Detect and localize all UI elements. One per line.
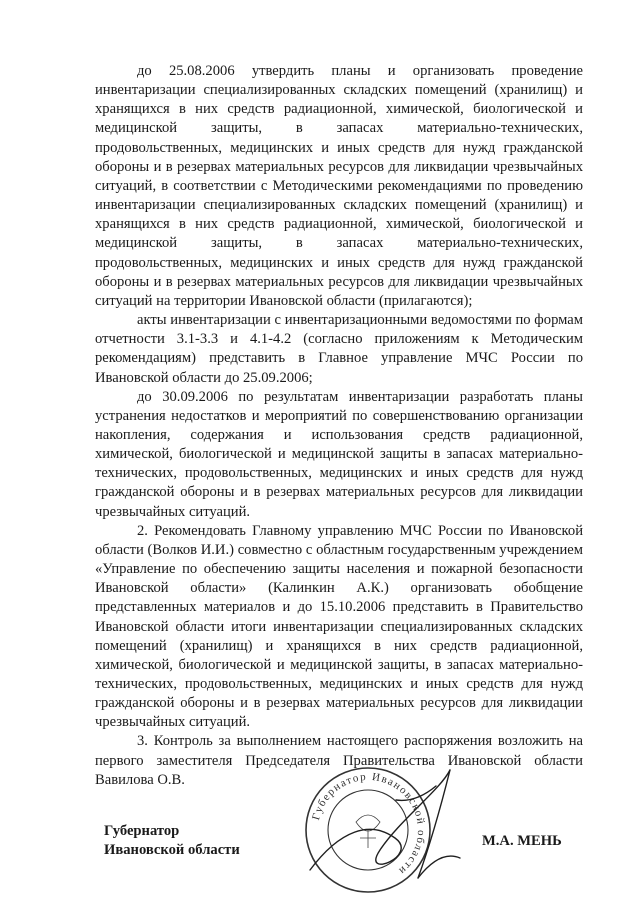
signer-name: М.А. МЕНЬ: [482, 833, 562, 849]
paragraph-inventory-plans: до 25.08.2006 утвердить планы и организовать проведение инвентаризации специализированных складских помещений (хранилищ) и хранящихся в них средств радиационной, химической, биологической и медицинской защиты, в запасах материально-технических, продовольственных, медицинских и иных средств для нужд гражданской обороны и в резервах материальных ресурсов для ликвидации чрезвычайных ситуаций, в соответствии с Методическими рекомендациями по проведению инвентаризации специализированных складских помещений (хранилищ) и хранящихся в них средств радиационной, химической, биологической и медицинской защиты, в запасах материально-технических, продовольственных, медицинских и иных средств для нужд гражданской обороны и в резервах материальных ресурсов для ликвидации чрезвычайных ситуаций на территории Ивановской области (прилагаются);: [95, 63, 583, 309]
paragraph-item-2: 2. Рекомендовать Главному управлению МЧС России по Ивановской области (Волков И.И.) совместно с областным государственным учреждением «Управление по обеспечению защиты населения и пожарной безопасности Ивановской области» (Калинкин А.К.) организовать обобщение представленных материалов и до 15.10.2006 представить в Правительство Ивановской области итоги инвентаризации специализированных складских помещений (хранилищ) и хранящихся в них средств радиационной, химической, биологической и медицинской защиты, в запасах материально-технических, продовольственных, медицинских и иных средств для нужд гражданской обороны и в резервах материальных ресурсов для ликвидации чрезвычайных ситуаций.: [95, 522, 583, 731]
svg-text:Губернатор Ивановской области: Губернатор Ивановской области: [310, 770, 428, 878]
paragraph-improvement-plans: до 30.09.2006 по результатам инвентаризации разработать планы устранения недостатков и мероприятий по совершенствованию организации накопления, содержания и использования средств радиационной, химической, биологической и медицинской защиты в запасах материально-технических, продовольственных, медицинских и иных средств для нужд гражданской обороны и в резервах материальных ресурсов для ликвидации чрезвычайных ситуаций.: [95, 388, 583, 520]
signature-block: [0, 760, 640, 905]
paragraph-item-3: 3. Контроль за выполнением настоящего распоряжения возложить на первого заместителя Председателя Правительства Ивановской области Вавилова О.В.: [95, 733, 583, 788]
signer-title-line-1: Губернатор: [104, 823, 180, 839]
handwritten-signature-icon: [300, 760, 475, 900]
paragraph-inventory-acts: акты инвентаризации с инвентаризационными ведомостями по формам отчетности 3.1-3.3 и 4.1-4.2 (согласно приложениям к Методическим рекомендациям) представить в Главное управление МЧС России по Ивановской области до 25.09.2006;: [95, 312, 583, 386]
signer-title-line-2: Ивановской области: [104, 842, 240, 858]
document-body: [95, 62, 583, 790]
signer-title: [104, 822, 240, 860]
